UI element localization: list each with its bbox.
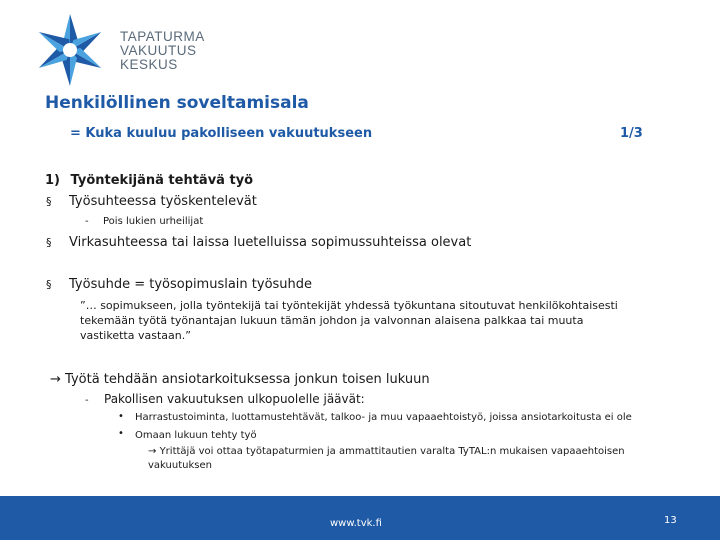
exclusion-title: Pakollisen vakuutuksen ulkopuolelle jäävät: bbox=[104, 392, 365, 406]
list-item: Työsuhteessa työskentelevät bbox=[69, 194, 257, 209]
logo-line-1: TAPATURMA bbox=[120, 29, 205, 44]
dot-bullet-icon: • bbox=[118, 428, 124, 439]
list-item: Virkasuhteessa tai laissa luetelluissa sopimussuhteissa olevat bbox=[69, 235, 472, 250]
exclusion-item: Harrastustoiminta, luottamustehtävät, talkoo- ja muu vapaaehtoistyö, joissa ansiotarkoitusta ei ole bbox=[135, 412, 632, 423]
logo-star-icon bbox=[30, 10, 110, 90]
note-line bbox=[148, 446, 625, 457]
heading-text: Työntekijänä tehtävä työ bbox=[70, 173, 254, 188]
conclusion-text: Työtä tehdään ansiotarkoituksessa jonkun toisen lukuun bbox=[65, 372, 430, 387]
arrow-right-icon: → bbox=[148, 446, 157, 457]
bullet-icon: § bbox=[46, 236, 52, 249]
dash-marker: - bbox=[85, 216, 89, 227]
list-item: Työsuhde = työsopimuslain työsuhde bbox=[69, 277, 313, 292]
logo-line-3: KESKUS bbox=[120, 57, 178, 72]
page-subtitle: = Kuka kuuluu pakolliseen vakuutukseen bbox=[70, 126, 373, 141]
law-quote: ”… sopimukseen, jolla työntekijä tai työntekijät yhdessä työkuntana sitoutuvat henkilökohtaisesti tekemään työtä työnantajan lukuun tämän johdon ja valvonnan alaisena palkkaa tai muuta vastiketta vastaan.” bbox=[80, 299, 618, 342]
slide-number: 13 bbox=[664, 515, 677, 526]
bullet-icon: § bbox=[46, 195, 52, 208]
heading-number: 1) bbox=[45, 173, 60, 188]
page-title: Henkilöllinen soveltamisala bbox=[45, 93, 309, 113]
bullet-icon: § bbox=[46, 278, 52, 291]
sub-list-item: Pois lukien urheilijat bbox=[103, 216, 204, 227]
logo-line-2: VAKUUTUS bbox=[120, 43, 197, 58]
dash-marker: - bbox=[85, 395, 89, 406]
section-heading bbox=[45, 173, 253, 188]
logo bbox=[30, 10, 110, 90]
footer-url[interactable]: www.tvk.fi bbox=[330, 518, 382, 529]
slide-count: 1/3 bbox=[620, 126, 643, 141]
exclusion-item: Omaan lukuun tehty työ bbox=[135, 430, 257, 441]
note-line-continued: vakuutuksen bbox=[148, 460, 212, 471]
arrow-right-icon: → bbox=[50, 372, 61, 387]
note-text: Yrittäjä voi ottaa työtapaturmien ja ammattitautien varalta TyTAL:n mukaisen vapaaehtoisen bbox=[159, 446, 625, 457]
dot-bullet-icon: • bbox=[118, 411, 124, 422]
conclusion-line bbox=[50, 372, 430, 387]
